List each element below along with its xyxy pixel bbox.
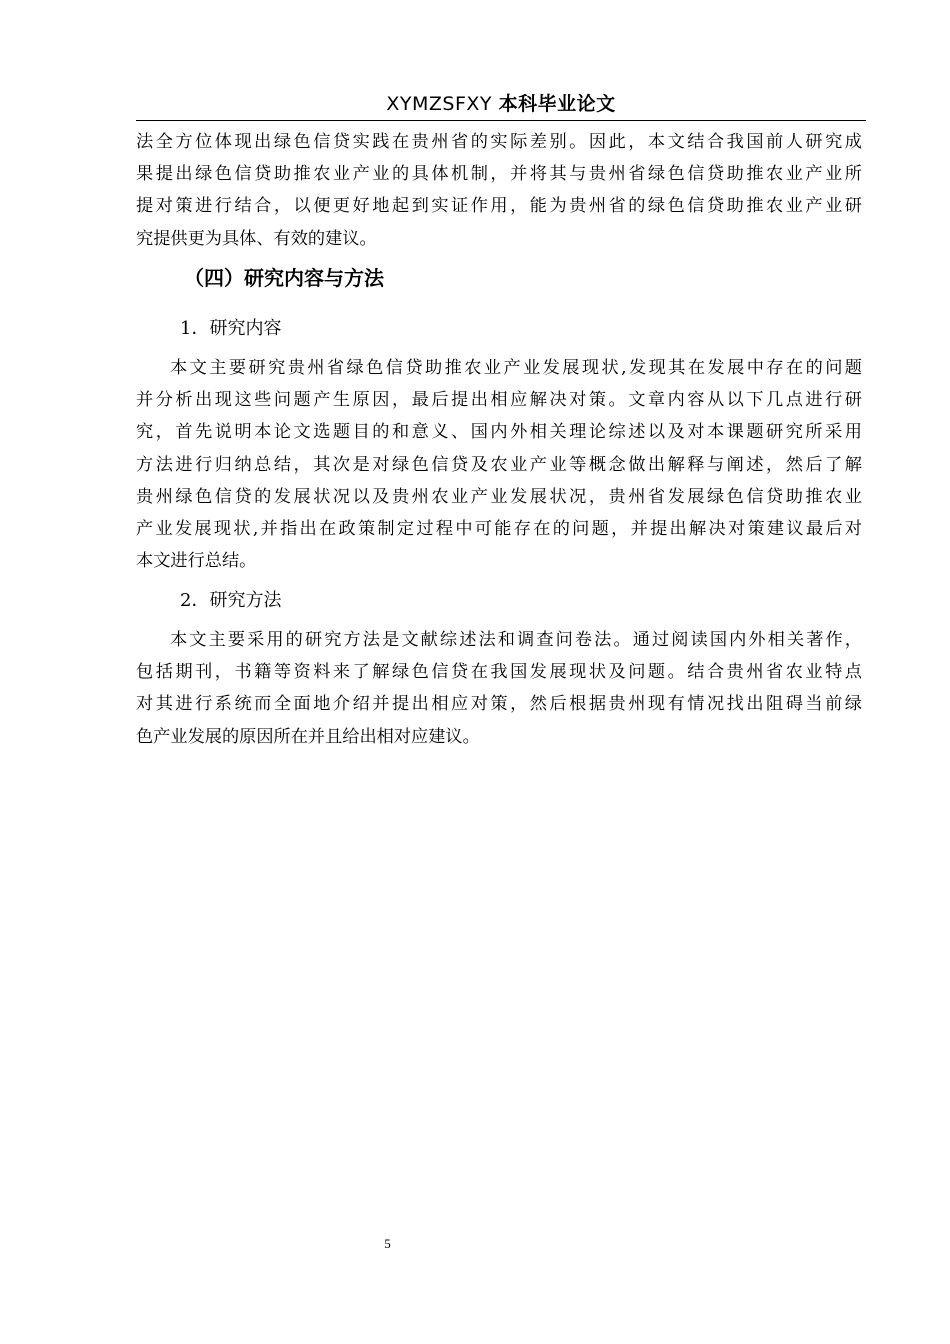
continued-paragraph (136, 126, 862, 255)
text-line: 果提出绿色信贷助推农业产业的具体机制，并将其与贵州省绿色信贷助推农业产业所 (136, 164, 862, 185)
text-line: 并分析出现这些问题产生原因，最后提出相应解决对策。文章内容从以下几点进行研 (136, 390, 862, 411)
text-line: 究提供更为具体、有效的建议。 (136, 228, 377, 249)
text-line: 对其进行系统而全面地介绍并提出相应对策，然后根据贵州现有情况找出阻碍当前绿 (136, 694, 862, 715)
subsection-heading-content (180, 314, 281, 344)
text-line: 法全方位体现出绿色信贷实践在贵州省的实际差别。因此，本文结合我国前人研究成 (136, 132, 862, 152)
subsection-title: 研究方法 (209, 590, 282, 611)
research-content-paragraph (136, 352, 862, 577)
subsection-heading-method (180, 586, 281, 616)
section-heading: （四）研究内容与方法 (184, 266, 384, 290)
subsection-number: 2． (180, 590, 210, 611)
running-header (136, 88, 866, 121)
text-line: 提对策进行结合，以便更好地起到实证作用，能为贵州省的绿色信贷助推农业产业研 (136, 196, 862, 217)
text-line: 色产业发展的原因所在并且给出相对应建议。 (136, 726, 480, 747)
header-title: 本科毕业论文 (498, 93, 616, 115)
subsection-title: 研究内容 (209, 318, 282, 339)
header-code: XYMZSFXY (386, 93, 493, 115)
text-line: 贵州绿色信贷的发展状况以及贵州农业产业发展状况，贵州省发展绿色信贷助推农业 (136, 486, 862, 507)
text-line: 本文主要采用的研究方法是文献综述法和调查问卷法。通过阅读国内外相关著作， (170, 630, 862, 650)
page-number: 5 (384, 1236, 391, 1251)
research-method-paragraph (136, 624, 862, 753)
text-line: 本文进行总结。 (136, 551, 257, 572)
text-line: 本文主要研究贵州省绿色信贷助推农业产业发展现状,发现其在发展中存在的问题 (170, 358, 862, 378)
subsection-number: 1． (180, 318, 210, 339)
text-line: 究，首先说明本论文选题目的和意义、国内外相关理论综述以及对本课题研究所采用 (136, 422, 862, 443)
text-line: 方法进行归纳总结，其次是对绿色信贷及农业产业等概念做出解释与阐述，然后了解 (136, 454, 862, 475)
text-line: 包括期刊，书籍等资料来了解绿色信贷在我国发展现状及问题。结合贵州省农业特点 (136, 662, 862, 683)
text-line: 产业发展现状,并指出在政策制定过程中可能存在的问题，并提出解决对策建议最后对 (136, 519, 862, 540)
